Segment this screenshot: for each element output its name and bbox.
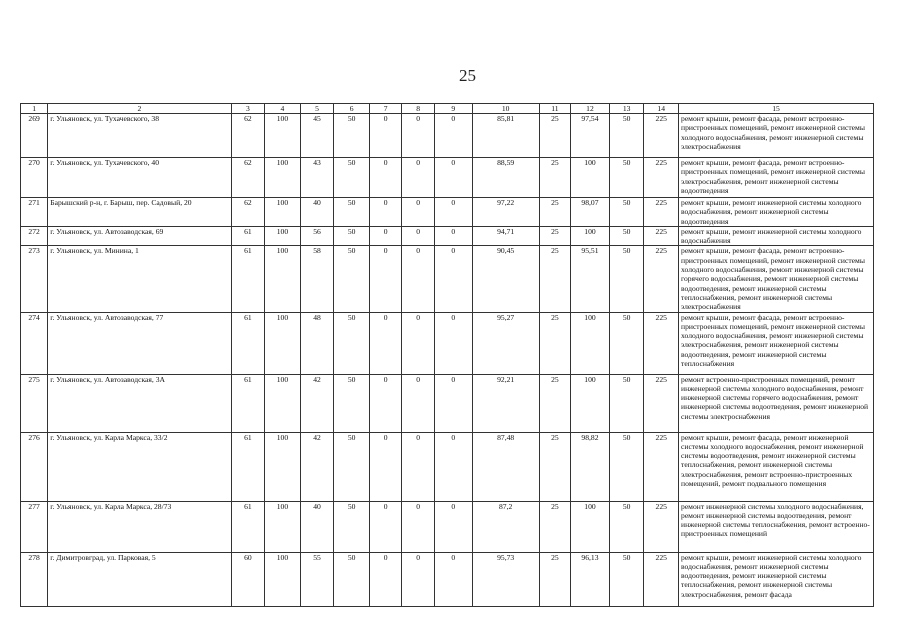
value-cell: 225 xyxy=(644,552,679,606)
value-cell: 61 xyxy=(231,501,265,552)
value-cell: 60 xyxy=(231,552,265,606)
value-cell: 0 xyxy=(434,198,472,227)
value-cell: 98,82 xyxy=(571,432,610,501)
table-body xyxy=(21,114,874,607)
value-cell: 61 xyxy=(231,226,265,246)
value-cell: 0 xyxy=(402,374,434,432)
value-cell: 50 xyxy=(334,552,370,606)
value-cell: 97,22 xyxy=(472,198,539,227)
value-cell: 61 xyxy=(231,432,265,501)
value-cell: 95,73 xyxy=(472,552,539,606)
repair-works-cell: ремонт крыши, ремонт фасада, ремонт встроенно-пристроенных помещений, ремонт инженерной системы электроснабжения, ремонт инженерной системы водоотведения xyxy=(679,158,874,198)
value-cell: 0 xyxy=(402,312,434,374)
value-cell: 0 xyxy=(369,198,401,227)
value-cell: 225 xyxy=(644,374,679,432)
value-cell: 100 xyxy=(265,246,301,312)
repair-works-cell: ремонт крыши, ремонт инженерной системы холодного водоснабжения, ремонт инженерной системы водоотведения, ремонт инженерной системы теплоснабжения, ремонт инженерной системы электроснабжения, ремонт фасада xyxy=(679,552,874,606)
table-row xyxy=(21,312,874,374)
column-header-11: 11 xyxy=(539,104,570,114)
table-row xyxy=(21,158,874,198)
value-cell: 0 xyxy=(434,374,472,432)
column-header-6: 6 xyxy=(334,104,370,114)
value-cell: 225 xyxy=(644,312,679,374)
row-number-cell: 272 xyxy=(21,226,48,246)
repair-works-cell: ремонт крыши, ремонт инженерной системы холодного водоснабжения, ремонт инженерной системы водоотведения xyxy=(679,198,874,227)
value-cell: 0 xyxy=(402,158,434,198)
value-cell: 95,27 xyxy=(472,312,539,374)
value-cell: 100 xyxy=(265,114,301,158)
value-cell: 0 xyxy=(402,552,434,606)
value-cell: 50 xyxy=(609,158,644,198)
value-cell: 225 xyxy=(644,226,679,246)
value-cell: 40 xyxy=(300,198,334,227)
value-cell: 50 xyxy=(334,501,370,552)
value-cell: 100 xyxy=(571,501,610,552)
value-cell: 100 xyxy=(265,158,301,198)
address-cell: г. Ульяновск, ул. Карла Маркса, 33/2 xyxy=(48,432,231,501)
value-cell: 100 xyxy=(571,312,610,374)
value-cell: 225 xyxy=(644,246,679,312)
row-number-cell: 271 xyxy=(21,198,48,227)
value-cell: 61 xyxy=(231,312,265,374)
address-cell: г. Ульяновск, ул. Минина, 1 xyxy=(48,246,231,312)
column-header-14: 14 xyxy=(644,104,679,114)
value-cell: 225 xyxy=(644,432,679,501)
column-header-4: 4 xyxy=(265,104,301,114)
value-cell: 0 xyxy=(434,432,472,501)
table-row xyxy=(21,114,874,158)
value-cell: 225 xyxy=(644,501,679,552)
address-cell: г. Ульяновск, ул. Карла Маркса, 28/73 xyxy=(48,501,231,552)
value-cell: 0 xyxy=(369,114,401,158)
value-cell: 0 xyxy=(434,246,472,312)
value-cell: 48 xyxy=(300,312,334,374)
value-cell: 50 xyxy=(334,114,370,158)
row-number-cell: 275 xyxy=(21,374,48,432)
value-cell: 92,21 xyxy=(472,374,539,432)
value-cell: 50 xyxy=(609,246,644,312)
address-cell: г. Ульяновск, ул. Тухачевского, 40 xyxy=(48,158,231,198)
value-cell: 50 xyxy=(334,246,370,312)
value-cell: 50 xyxy=(609,552,644,606)
value-cell: 43 xyxy=(300,158,334,198)
repair-works-cell: ремонт крыши, ремонт фасада, ремонт встроенно-пристроенных помещений, ремонт инженерной системы холодного водоснабжения, ремонт инженерной системы электроснабжения, ремонт инженерной системы водоотведения, ремонт инженерной системы теплоснабжения xyxy=(679,312,874,374)
value-cell: 0 xyxy=(369,312,401,374)
value-cell: 25 xyxy=(539,198,570,227)
address-cell: г. Ульяновск, ул. Автозаводская, 69 xyxy=(48,226,231,246)
value-cell: 0 xyxy=(402,198,434,227)
value-cell: 0 xyxy=(369,226,401,246)
value-cell: 50 xyxy=(609,114,644,158)
column-header-5: 5 xyxy=(300,104,334,114)
address-cell: г. Ульяновск, ул. Автозаводская, 77 xyxy=(48,312,231,374)
column-header-9: 9 xyxy=(434,104,472,114)
value-cell: 100 xyxy=(571,158,610,198)
value-cell: 97,54 xyxy=(571,114,610,158)
value-cell: 62 xyxy=(231,114,265,158)
value-cell: 50 xyxy=(609,374,644,432)
value-cell: 0 xyxy=(434,501,472,552)
row-number-cell: 278 xyxy=(21,552,48,606)
repair-works-cell: ремонт инженерной системы холодного водоснабжения, ремонт инженерной системы водоотведения, ремонт инженерной системы теплоснабжения, ремонт встроенно-пристроенных помещений xyxy=(679,501,874,552)
column-header-7: 7 xyxy=(369,104,401,114)
value-cell: 100 xyxy=(265,374,301,432)
value-cell: 25 xyxy=(539,312,570,374)
value-cell: 50 xyxy=(334,158,370,198)
row-number-cell: 269 xyxy=(21,114,48,158)
column-header-15: 15 xyxy=(679,104,874,114)
address-cell: г. Ульяновск, ул. Тухачевского, 38 xyxy=(48,114,231,158)
value-cell: 90,45 xyxy=(472,246,539,312)
address-cell: Барышский р-н, г. Барыш, пер. Садовый, 20 xyxy=(48,198,231,227)
value-cell: 0 xyxy=(402,501,434,552)
value-cell: 225 xyxy=(644,198,679,227)
value-cell: 50 xyxy=(609,312,644,374)
value-cell: 50 xyxy=(334,226,370,246)
value-cell: 87,2 xyxy=(472,501,539,552)
value-cell: 61 xyxy=(231,246,265,312)
value-cell: 0 xyxy=(402,246,434,312)
column-header-1: 1 xyxy=(21,104,48,114)
value-cell: 42 xyxy=(300,374,334,432)
value-cell: 25 xyxy=(539,158,570,198)
repair-rating-table xyxy=(20,103,874,607)
table-row xyxy=(21,552,874,606)
value-cell: 94,71 xyxy=(472,226,539,246)
value-cell: 85,81 xyxy=(472,114,539,158)
value-cell: 0 xyxy=(402,432,434,501)
value-cell: 100 xyxy=(571,226,610,246)
table-row xyxy=(21,226,874,246)
column-header-13: 13 xyxy=(609,104,644,114)
address-cell: г. Димитровград, ул. Парковая, 5 xyxy=(48,552,231,606)
value-cell: 50 xyxy=(609,226,644,246)
value-cell: 62 xyxy=(231,158,265,198)
page-number: 25 xyxy=(459,66,476,85)
value-cell: 0 xyxy=(434,114,472,158)
value-cell: 45 xyxy=(300,114,334,158)
value-cell: 25 xyxy=(539,501,570,552)
value-cell: 100 xyxy=(265,226,301,246)
value-cell: 0 xyxy=(402,226,434,246)
value-cell: 96,13 xyxy=(571,552,610,606)
row-number-cell: 277 xyxy=(21,501,48,552)
value-cell: 0 xyxy=(434,226,472,246)
value-cell: 100 xyxy=(265,312,301,374)
value-cell: 25 xyxy=(539,114,570,158)
value-cell: 50 xyxy=(609,501,644,552)
repair-works-cell: ремонт встроенно-пристроенных помещений, ремонт инженерной системы холодного водоснабжения, ремонт инженерной системы горячего водоснабжения, ремонт инженерной системы водоотведения, ремонт инженерной системы электроснабжения xyxy=(679,374,874,432)
repair-works-cell: ремонт крыши, ремонт фасада, ремонт встроенно-пристроенных помещений, ремонт инженерной системы холодного водоснабжения, ремонт инженерной системы горячего водоснабжения, ремонт инженерной системы водоотведения, ремонт инженерной системы теплоснабжения, ремонт инженерной системы электроснабжения xyxy=(679,246,874,312)
value-cell: 62 xyxy=(231,198,265,227)
value-cell: 100 xyxy=(265,432,301,501)
value-cell: 56 xyxy=(300,226,334,246)
value-cell: 50 xyxy=(334,198,370,227)
value-cell: 0 xyxy=(369,246,401,312)
value-cell: 88,59 xyxy=(472,158,539,198)
table-row xyxy=(21,246,874,312)
table-row xyxy=(21,501,874,552)
row-number-cell: 270 xyxy=(21,158,48,198)
row-number-cell: 273 xyxy=(21,246,48,312)
column-header-12: 12 xyxy=(571,104,610,114)
value-cell: 0 xyxy=(369,432,401,501)
column-header-8: 8 xyxy=(402,104,434,114)
value-cell: 25 xyxy=(539,226,570,246)
value-cell: 0 xyxy=(434,312,472,374)
value-cell: 0 xyxy=(434,552,472,606)
value-cell: 42 xyxy=(300,432,334,501)
value-cell: 225 xyxy=(644,114,679,158)
value-cell: 100 xyxy=(571,374,610,432)
value-cell: 98,07 xyxy=(571,198,610,227)
address-cell: г. Ульяновск, ул. Автозаводская, 3А xyxy=(48,374,231,432)
table-row xyxy=(21,198,874,227)
value-cell: 55 xyxy=(300,552,334,606)
value-cell: 0 xyxy=(402,114,434,158)
value-cell: 100 xyxy=(265,552,301,606)
repair-works-cell: ремонт крыши, ремонт инженерной системы холодного водоснабжения xyxy=(679,226,874,246)
table-header xyxy=(21,104,874,114)
value-cell: 0 xyxy=(369,552,401,606)
value-cell: 50 xyxy=(334,312,370,374)
value-cell: 100 xyxy=(265,198,301,227)
value-cell: 100 xyxy=(265,501,301,552)
row-number-cell: 274 xyxy=(21,312,48,374)
value-cell: 95,51 xyxy=(571,246,610,312)
value-cell: 225 xyxy=(644,158,679,198)
value-cell: 87,48 xyxy=(472,432,539,501)
value-cell: 25 xyxy=(539,374,570,432)
value-cell: 0 xyxy=(369,374,401,432)
value-cell: 61 xyxy=(231,374,265,432)
value-cell: 25 xyxy=(539,246,570,312)
value-cell: 40 xyxy=(300,501,334,552)
value-cell: 0 xyxy=(369,501,401,552)
repair-works-cell: ремонт крыши, ремонт фасада, ремонт встроенно-пристроенных помещений, ремонт инженерной системы холодного водоснабжения, ремонт инженерной системы электроснабжения xyxy=(679,114,874,158)
value-cell: 50 xyxy=(334,374,370,432)
value-cell: 50 xyxy=(609,198,644,227)
column-header-3: 3 xyxy=(231,104,265,114)
row-number-cell: 276 xyxy=(21,432,48,501)
value-cell: 0 xyxy=(434,158,472,198)
value-cell: 0 xyxy=(369,158,401,198)
value-cell: 50 xyxy=(334,432,370,501)
value-cell: 25 xyxy=(539,432,570,501)
table-row xyxy=(21,374,874,432)
value-cell: 50 xyxy=(609,432,644,501)
repair-works-cell: ремонт крыши, ремонт фасада, ремонт инженерной системы холодного водоснабжения, ремонт инженерной системы водоотведения, ремонт инженерной системы теплоснабжения, ремонт инженерной системы электроснабжения, ремонт встроенно-пристроенных помещений, ремонт подвального помещения xyxy=(679,432,874,501)
value-cell: 25 xyxy=(539,552,570,606)
header-row xyxy=(21,104,874,114)
value-cell: 58 xyxy=(300,246,334,312)
table-row xyxy=(21,432,874,501)
table-container xyxy=(20,103,874,607)
column-header-10: 10 xyxy=(472,104,539,114)
column-header-2: 2 xyxy=(48,104,231,114)
